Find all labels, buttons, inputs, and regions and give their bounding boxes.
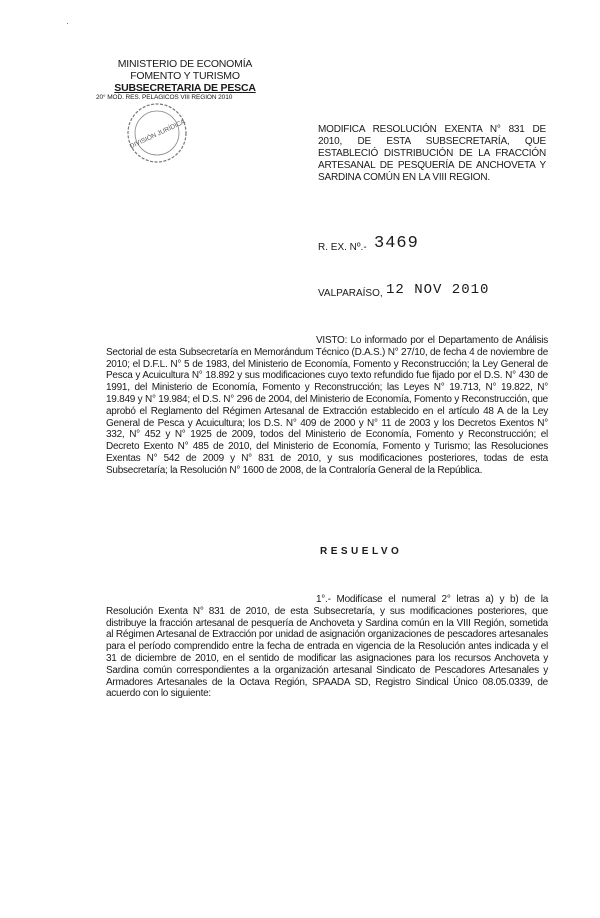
ministry-subtitle: FOMENTO Y TURISMO xyxy=(130,70,240,82)
resuelvo-heading: RESUELVO xyxy=(320,546,403,557)
resolution-number-line xyxy=(318,234,548,256)
subsecretariat-name: SUBSECRETARIA DE PESCA xyxy=(114,82,256,94)
resolution-number: 3469 xyxy=(374,234,419,253)
place-name: VALPARAÍSO, xyxy=(318,288,383,299)
document-reference-note: 20° MOD. RES. PELAGICOS VIII REGION 2010 xyxy=(96,94,233,101)
page-speck: · xyxy=(66,18,69,28)
place-date-line xyxy=(318,282,548,304)
ministry-name: MINISTERIO DE ECONOMÍA xyxy=(117,58,253,70)
article-1-paragraph: 1°.- Modifícase el numeral 2° letras a) y b) de la Resolución Exenta N° 831 de 2010, de esta Subsecretaría, y sus modificaciones posteriores, que distribuye la fracción artesanal de pesquería de Anchoveta y Sardina común en la VIII Región, sometida al Régimen Artesanal de Extracción por unidad de asignación organizaciones de pescadores artesanales para el período comprendido entre la fecha de entrada en vigencia de la Resolución antes indicada y el 31 de diciembre de 2010, en el sentido de modificar las asignaciones para los recursos Anchoveta y Sardina común correspondientes a la organización artesanal Sindicato de Pescadores Artesanales y Armadores Artesanales de la Octava Región, SPAADA SD, Registro Sindical Único 08.05.0339, de acuerdo con lo siguiente: xyxy=(106,594,548,700)
ministry-header xyxy=(96,58,270,102)
visto-paragraph: VISTO: Lo informado por el Departamento de Análisis Sectorial de esta Subsecretaría en Memorándum Técnico (D.A.S.) N° 27/10, de fecha 4 de noviembre de 2010; el D.F.L. N° 5 de 1983, del Ministerio de Economía, Fomento y Reconstrucción; la Ley General de Pesca y Acuicultura N° 18.892 y sus modificaciones cuyo texto refundido fue fijado por el D.S. N° 430 de 1991, del Ministerio de Economía, Fomento y Reconstrucción; las Leyes N° 19.713, N° 19.822, N° 19.849 y N° 19.984; el D.S. N° 296 de 2004, del Ministerio de Economía, Fomento y Reconstrucción, que aprobó el Reglamento del Régimen Artesanal de Extracción establecido en el artículo 48 A de la Ley General de Pesca y Acuicultura; los D.S. N° 409 de 2000 y N° 11 de 2003 y los Decretos Exentos N° 332, N° 452 y N° 1925 de 2009, todos del Ministerio de Economía, Fomento y Reconstrucción; el Decreto Exento N° 485 de 2010, del Ministerio de Economía, Fomento y Turismo; las Resoluciones Exentas N° 542 de 2009 y N° 831 de 2010, y sus modificaciones posteriores, todas de esta Subsecretaría; la Resolución N° 1600 de 2008, de la Contraloría General de la República. xyxy=(106,335,548,476)
resolution-subject: MODIFICA RESOLUCIÓN EXENTA N° 831 DE 2010, DE ESTA SUBSECRETARÍA, QUE ESTABLECIÓ DISTRIBUCIÓN DE LA FRACCIÓN ARTESANAL DE PESQUERÍA DE ANCHOVETA Y SARDINA COMÚN EN LA VIII REGION. xyxy=(318,124,546,183)
division-juridica-stamp xyxy=(126,102,188,164)
date-stamp: 12 NOV 2010 xyxy=(386,282,490,298)
stamp-text: DIVISIÓN JURÍDICA xyxy=(128,118,187,151)
resolution-number-label: R. EX. Nº.- xyxy=(318,242,367,253)
